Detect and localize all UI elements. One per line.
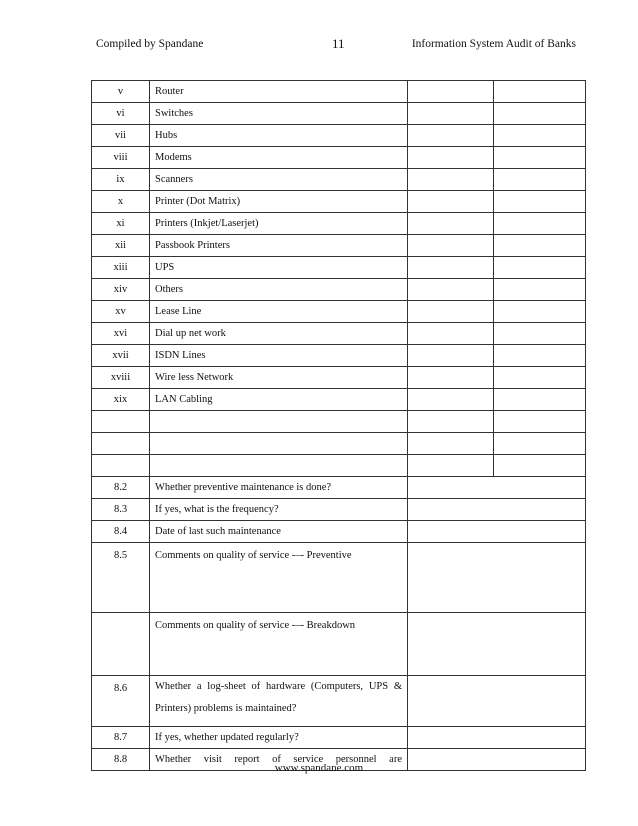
blank-row xyxy=(92,433,586,455)
remarks-cell[interactable] xyxy=(494,147,586,169)
page-number: 11 xyxy=(332,36,345,51)
question-text: Comments on quality of service -–- Preventive xyxy=(150,543,408,613)
page-header xyxy=(96,38,576,56)
table-row xyxy=(92,169,586,191)
row-number: x xyxy=(92,191,150,213)
question-number: 8.5 xyxy=(92,543,150,613)
answer-cell[interactable] xyxy=(408,345,494,367)
question-number: 8.8 xyxy=(92,749,150,771)
answer-cell[interactable] xyxy=(408,301,494,323)
remarks-cell[interactable] xyxy=(494,301,586,323)
table-row xyxy=(92,367,586,389)
question-number xyxy=(92,613,150,676)
answer-cell[interactable] xyxy=(408,455,494,477)
row-number: vi xyxy=(92,103,150,125)
question-text: Date of last such maintenance xyxy=(150,521,408,543)
table-row xyxy=(92,389,586,411)
remarks-cell[interactable] xyxy=(494,411,586,433)
answer-cell[interactable] xyxy=(408,367,494,389)
row-item: LAN Cabling xyxy=(150,389,408,411)
question-row xyxy=(92,676,586,727)
answer-cell[interactable] xyxy=(408,103,494,125)
table-row xyxy=(92,235,586,257)
remarks-cell[interactable] xyxy=(494,257,586,279)
row-number: xvii xyxy=(92,345,150,367)
question-row xyxy=(92,499,586,521)
row-number: xiii xyxy=(92,257,150,279)
blank-row xyxy=(92,455,586,477)
row-item: Wire less Network xyxy=(150,367,408,389)
row-number: vii xyxy=(92,125,150,147)
row-number: ix xyxy=(92,169,150,191)
remarks-cell[interactable] xyxy=(494,279,586,301)
footer-website: www.spandane.com xyxy=(274,762,364,774)
row-item: Dial up net work xyxy=(150,323,408,345)
answer-cell[interactable] xyxy=(408,81,494,103)
remarks-cell[interactable] xyxy=(494,345,586,367)
row-item: UPS xyxy=(150,257,408,279)
row-item: Printers (Inkjet/Laserjet) xyxy=(150,213,408,235)
remarks-cell[interactable] xyxy=(494,169,586,191)
blank-cell[interactable] xyxy=(92,411,150,433)
row-item: Scanners xyxy=(150,169,408,191)
question-number: 8.6 xyxy=(92,676,150,727)
question-number: 8.2 xyxy=(92,477,150,499)
row-number: xiv xyxy=(92,279,150,301)
answer-cell[interactable] xyxy=(408,169,494,191)
table-row xyxy=(92,345,586,367)
remarks-cell[interactable] xyxy=(494,125,586,147)
table-row xyxy=(92,125,586,147)
question-text: If yes, what is the frequency? xyxy=(150,499,408,521)
answer-cell[interactable] xyxy=(408,213,494,235)
table-row xyxy=(92,257,586,279)
answer-cell[interactable] xyxy=(408,499,586,521)
answer-cell[interactable] xyxy=(408,521,586,543)
row-number: v xyxy=(92,81,150,103)
answer-cell[interactable] xyxy=(408,477,586,499)
row-item: Switches xyxy=(150,103,408,125)
table-row xyxy=(92,279,586,301)
question-number: 8.3 xyxy=(92,499,150,521)
remarks-cell[interactable] xyxy=(494,191,586,213)
row-item: Printer (Dot Matrix) xyxy=(150,191,408,213)
table-row xyxy=(92,147,586,169)
answer-cell[interactable] xyxy=(408,235,494,257)
row-item: Router xyxy=(150,81,408,103)
row-item: Modems xyxy=(150,147,408,169)
table-row xyxy=(92,213,586,235)
blank-cell[interactable] xyxy=(92,433,150,455)
row-item: ISDN Lines xyxy=(150,345,408,367)
answer-cell[interactable] xyxy=(408,676,586,727)
remarks-cell[interactable] xyxy=(494,367,586,389)
answer-cell[interactable] xyxy=(408,389,494,411)
question-row xyxy=(92,543,586,613)
blank-cell[interactable] xyxy=(150,433,408,455)
blank-cell[interactable] xyxy=(92,455,150,477)
remarks-cell[interactable] xyxy=(494,323,586,345)
remarks-cell[interactable] xyxy=(494,213,586,235)
question-row xyxy=(92,613,586,676)
answer-cell[interactable] xyxy=(408,411,494,433)
answer-cell[interactable] xyxy=(408,727,586,749)
row-item: Others xyxy=(150,279,408,301)
table-row xyxy=(92,103,586,125)
row-item: Lease Line xyxy=(150,301,408,323)
question-text: If yes, whether updated regularly? xyxy=(150,727,408,749)
remarks-cell[interactable] xyxy=(494,433,586,455)
remarks-cell[interactable] xyxy=(494,103,586,125)
table-row xyxy=(92,81,586,103)
question-row xyxy=(92,521,586,543)
remarks-cell[interactable] xyxy=(494,81,586,103)
blank-row xyxy=(92,411,586,433)
table-row xyxy=(92,191,586,213)
row-number: xix xyxy=(92,389,150,411)
remarks-cell[interactable] xyxy=(494,389,586,411)
question-text: Whether visit report of service personnel are xyxy=(150,749,408,771)
answer-cell[interactable] xyxy=(408,613,586,676)
question-row xyxy=(92,477,586,499)
answer-cell[interactable] xyxy=(408,191,494,213)
row-number: viii xyxy=(92,147,150,169)
header-document-title: Information System Audit of Banks xyxy=(411,38,576,50)
row-number: xii xyxy=(92,235,150,257)
question-text: Whether a log-sheet of hardware (Computers, UPS & Printers) problems is maintained? xyxy=(150,676,408,727)
answer-cell[interactable] xyxy=(408,147,494,169)
question-number: 8.4 xyxy=(92,521,150,543)
answer-cell[interactable] xyxy=(408,125,494,147)
audit-checklist-table xyxy=(91,80,586,771)
table-row xyxy=(92,323,586,345)
table-row xyxy=(92,301,586,323)
page-footer xyxy=(0,762,638,774)
question-row xyxy=(92,727,586,749)
answer-cell[interactable] xyxy=(408,257,494,279)
blank-cell[interactable] xyxy=(150,455,408,477)
blank-cell[interactable] xyxy=(150,411,408,433)
header-compiled-by: Compiled by Spandane xyxy=(96,38,204,50)
row-number: xv xyxy=(92,301,150,323)
row-number: xi xyxy=(92,213,150,235)
remarks-cell[interactable] xyxy=(494,235,586,257)
row-item: Passbook Printers xyxy=(150,235,408,257)
answer-cell[interactable] xyxy=(408,543,586,613)
answer-cell[interactable] xyxy=(408,279,494,301)
question-text: Comments on quality of service -–- Breakdown xyxy=(150,613,408,676)
question-number: 8.7 xyxy=(92,727,150,749)
row-number: xvi xyxy=(92,323,150,345)
remarks-cell[interactable] xyxy=(494,455,586,477)
question-text: Whether preventive maintenance is done? xyxy=(150,477,408,499)
answer-cell[interactable] xyxy=(408,433,494,455)
answer-cell[interactable] xyxy=(408,323,494,345)
row-item: Hubs xyxy=(150,125,408,147)
row-number: xviii xyxy=(92,367,150,389)
